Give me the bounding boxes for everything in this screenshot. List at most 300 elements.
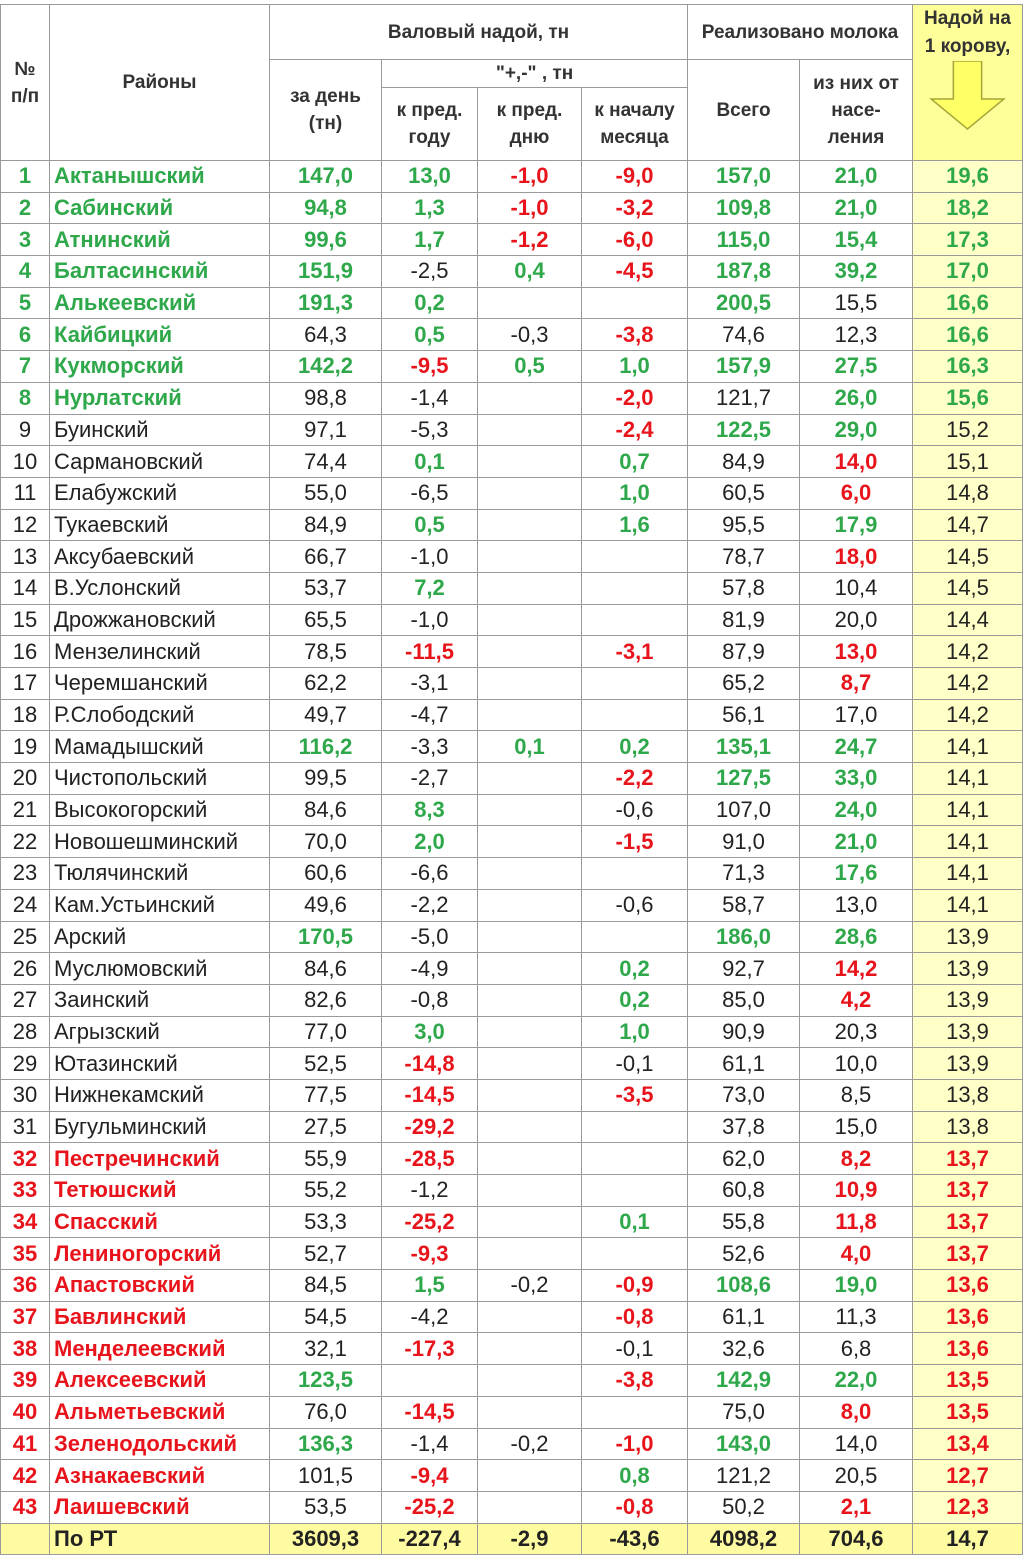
table-row [1, 889, 1023, 921]
sold-total: 87,9 [688, 636, 800, 668]
total-yield-per-cow: 14,7 [913, 1523, 1023, 1555]
district-name: Сабинский [50, 192, 270, 224]
table-row [1, 731, 1023, 763]
prev-year-change: -9,3 [382, 1238, 478, 1270]
prev-day-change [478, 1460, 582, 1492]
per-day-value: 55,0 [270, 477, 382, 509]
sold-from-population: 28,6 [800, 921, 913, 953]
table-row [1, 1048, 1023, 1080]
prev-day-change [478, 414, 582, 446]
district-name: Зеленодольский [50, 1428, 270, 1460]
sold-from-population: 17,9 [800, 509, 913, 541]
row-number: 37 [1, 1301, 50, 1333]
month-start-change: -0,8 [582, 1301, 688, 1333]
prev-year-change: 1,7 [382, 224, 478, 256]
sold-from-population: 24,0 [800, 794, 913, 826]
table-row [1, 1143, 1023, 1175]
header-gross: Валовый надой, тн [270, 5, 688, 60]
table-row [1, 572, 1023, 604]
month-start-change: -0,8 [582, 1491, 688, 1523]
sold-total: 73,0 [688, 1079, 800, 1111]
prev-day-change [478, 1333, 582, 1365]
month-start-change [582, 604, 688, 636]
prev-day-change: -0,3 [478, 319, 582, 351]
table-row [1, 446, 1023, 478]
month-start-change [582, 1143, 688, 1175]
prev-day-change [478, 1238, 582, 1270]
yield-per-cow: 14,8 [913, 477, 1023, 509]
row-number: 27 [1, 984, 50, 1016]
sold-from-population: 12,3 [800, 319, 913, 351]
row-number: 36 [1, 1270, 50, 1302]
district-name: Тукаевский [50, 509, 270, 541]
sold-total: 142,9 [688, 1365, 800, 1397]
per-day-value: 84,6 [270, 794, 382, 826]
yield-per-cow: 14,1 [913, 889, 1023, 921]
row-number: 38 [1, 1333, 50, 1365]
header-month-start: к началу месяца [582, 88, 688, 161]
sold-total: 55,8 [688, 1206, 800, 1238]
sold-total: 127,5 [688, 763, 800, 795]
yield-per-cow: 13,6 [913, 1301, 1023, 1333]
row-number: 8 [1, 382, 50, 414]
sold-from-population: 13,0 [800, 889, 913, 921]
table-row [1, 319, 1023, 351]
prev-day-change: -0,2 [478, 1270, 582, 1302]
district-name: Высокогорский [50, 794, 270, 826]
month-start-change [582, 858, 688, 890]
per-day-value: 64,3 [270, 319, 382, 351]
district-name: Лаишевский [50, 1491, 270, 1523]
prev-year-change: 3,0 [382, 1016, 478, 1048]
sold-total: 84,9 [688, 446, 800, 478]
sold-total: 75,0 [688, 1396, 800, 1428]
district-name: Тетюшский [50, 1175, 270, 1207]
sold-total: 61,1 [688, 1301, 800, 1333]
sold-total: 61,1 [688, 1048, 800, 1080]
prev-year-change: -14,5 [382, 1079, 478, 1111]
down-arrow-icon [917, 61, 1018, 131]
yield-per-cow: 13,7 [913, 1143, 1023, 1175]
prev-day-change: 0,5 [478, 351, 582, 383]
prev-year-change: -17,3 [382, 1333, 478, 1365]
header-plusminus: "+,-" , тн [382, 60, 688, 88]
row-number: 41 [1, 1428, 50, 1460]
table-row [1, 1460, 1023, 1492]
per-day-value: 84,5 [270, 1270, 382, 1302]
prev-day-change: 0,1 [478, 731, 582, 763]
yield-per-cow: 14,2 [913, 668, 1023, 700]
prev-year-change: -4,7 [382, 699, 478, 731]
yield-per-cow: 12,7 [913, 1460, 1023, 1492]
table-row [1, 509, 1023, 541]
prev-day-change [478, 699, 582, 731]
month-start-change [582, 1396, 688, 1428]
yield-per-cow: 12,3 [913, 1491, 1023, 1523]
month-start-change: -3,8 [582, 319, 688, 351]
month-start-change: -1,0 [582, 1428, 688, 1460]
table-row [1, 224, 1023, 256]
prev-year-change: -1,0 [382, 604, 478, 636]
prev-day-change [478, 509, 582, 541]
total-month-start: -43,6 [582, 1523, 688, 1555]
district-name: Кайбицкий [50, 319, 270, 351]
table-row [1, 604, 1023, 636]
per-day-value: 78,5 [270, 636, 382, 668]
district-name: Алексеевский [50, 1365, 270, 1397]
yield-per-cow: 19,6 [913, 161, 1023, 193]
prev-year-change: 0,1 [382, 446, 478, 478]
prev-day-change [478, 1048, 582, 1080]
sold-from-population: 21,0 [800, 826, 913, 858]
total-from-population: 704,6 [800, 1523, 913, 1555]
prev-year-change: -29,2 [382, 1111, 478, 1143]
row-number: 16 [1, 636, 50, 668]
sold-total: 32,6 [688, 1333, 800, 1365]
yield-per-cow: 14,2 [913, 636, 1023, 668]
row-number: 30 [1, 1079, 50, 1111]
yield-per-cow: 13,9 [913, 1048, 1023, 1080]
row-number: 10 [1, 446, 50, 478]
table-row [1, 1396, 1023, 1428]
per-day-value: 76,0 [270, 1396, 382, 1428]
yield-per-cow: 13,6 [913, 1333, 1023, 1365]
month-start-change: 0,2 [582, 984, 688, 1016]
table-row [1, 382, 1023, 414]
table-header [1, 5, 1023, 161]
row-number: 13 [1, 541, 50, 573]
total-blank [1, 1523, 50, 1555]
header-yield [913, 5, 1023, 161]
table-row [1, 161, 1023, 193]
table-row [1, 1238, 1023, 1270]
header-sold: Реализовано молока [688, 5, 913, 60]
district-name: Менделеевский [50, 1333, 270, 1365]
district-name: Агрызский [50, 1016, 270, 1048]
header-from-population: из них от насе-ления [800, 60, 913, 161]
prev-year-change: -2,5 [382, 256, 478, 288]
district-name: Черемшанский [50, 668, 270, 700]
sold-from-population: 14,0 [800, 1428, 913, 1460]
row-number: 23 [1, 858, 50, 890]
month-start-change: 1,0 [582, 351, 688, 383]
per-day-value: 53,3 [270, 1206, 382, 1238]
table-row [1, 1111, 1023, 1143]
per-day-value: 53,7 [270, 572, 382, 604]
month-start-change: 0,8 [582, 1460, 688, 1492]
prev-year-change: 7,2 [382, 572, 478, 604]
row-number: 20 [1, 763, 50, 795]
sold-from-population: 6,8 [800, 1333, 913, 1365]
sold-from-population: 20,3 [800, 1016, 913, 1048]
district-name: Арский [50, 921, 270, 953]
prev-year-change: -2,7 [382, 763, 478, 795]
district-name: Сармановский [50, 446, 270, 478]
per-day-value: 142,2 [270, 351, 382, 383]
prev-day-change [478, 477, 582, 509]
yield-per-cow: 14,7 [913, 509, 1023, 541]
prev-day-change [478, 1111, 582, 1143]
per-day-value: 74,4 [270, 446, 382, 478]
row-number: 9 [1, 414, 50, 446]
district-name: Чистопольский [50, 763, 270, 795]
month-start-change [582, 1111, 688, 1143]
per-day-value: 49,6 [270, 889, 382, 921]
prev-day-change [478, 763, 582, 795]
yield-per-cow: 16,6 [913, 319, 1023, 351]
row-number: 11 [1, 477, 50, 509]
sold-total: 108,6 [688, 1270, 800, 1302]
sold-from-population: 20,0 [800, 604, 913, 636]
district-name: Дрожжановский [50, 604, 270, 636]
yield-per-cow: 13,9 [913, 953, 1023, 985]
row-number: 39 [1, 1365, 50, 1397]
row-number: 26 [1, 953, 50, 985]
prev-year-change: -3,1 [382, 668, 478, 700]
total-label: По РТ [50, 1523, 270, 1555]
month-start-change: 0,2 [582, 731, 688, 763]
sold-total: 121,2 [688, 1460, 800, 1492]
month-start-change [582, 668, 688, 700]
row-number: 14 [1, 572, 50, 604]
prev-day-change [478, 1016, 582, 1048]
prev-year-change: -25,2 [382, 1491, 478, 1523]
prev-day-change: -0,2 [478, 1428, 582, 1460]
sold-from-population: 8,0 [800, 1396, 913, 1428]
month-start-change: -0,6 [582, 889, 688, 921]
per-day-value: 52,7 [270, 1238, 382, 1270]
prev-day-change [478, 541, 582, 573]
per-day-value: 84,9 [270, 509, 382, 541]
prev-day-change [478, 1491, 582, 1523]
prev-day-change [478, 1301, 582, 1333]
prev-year-change [382, 1365, 478, 1397]
yield-per-cow: 13,5 [913, 1396, 1023, 1428]
per-day-value: 49,7 [270, 699, 382, 731]
sold-from-population: 39,2 [800, 256, 913, 288]
prev-year-change: -14,8 [382, 1048, 478, 1080]
per-day-value: 60,6 [270, 858, 382, 890]
prev-day-change [478, 889, 582, 921]
district-name: Нижнекамский [50, 1079, 270, 1111]
month-start-change [582, 699, 688, 731]
district-name: В.Услонский [50, 572, 270, 604]
sold-from-population: 6,0 [800, 477, 913, 509]
row-number: 5 [1, 287, 50, 319]
per-day-value: 116,2 [270, 731, 382, 763]
prev-year-change: -2,2 [382, 889, 478, 921]
table-row [1, 1333, 1023, 1365]
sold-from-population: 20,5 [800, 1460, 913, 1492]
table-row [1, 192, 1023, 224]
sold-total: 157,9 [688, 351, 800, 383]
month-start-change: -9,0 [582, 161, 688, 193]
row-number: 21 [1, 794, 50, 826]
prev-year-change: -1,4 [382, 1428, 478, 1460]
table-row [1, 1175, 1023, 1207]
prev-day-change [478, 572, 582, 604]
month-start-change [582, 541, 688, 573]
prev-day-change [478, 1365, 582, 1397]
per-day-value: 52,5 [270, 1048, 382, 1080]
sold-from-population: 10,9 [800, 1175, 913, 1207]
yield-per-cow: 15,1 [913, 446, 1023, 478]
row-number: 12 [1, 509, 50, 541]
row-number: 33 [1, 1175, 50, 1207]
sold-from-population: 29,0 [800, 414, 913, 446]
row-number: 19 [1, 731, 50, 763]
prev-year-change: -5,3 [382, 414, 478, 446]
prev-year-change: -9,4 [382, 1460, 478, 1492]
row-number: 31 [1, 1111, 50, 1143]
prev-year-change: -5,0 [382, 921, 478, 953]
sold-from-population: 15,4 [800, 224, 913, 256]
sold-total: 60,8 [688, 1175, 800, 1207]
district-name: Апастовский [50, 1270, 270, 1302]
sold-total: 91,0 [688, 826, 800, 858]
per-day-value: 191,3 [270, 287, 382, 319]
sold-total: 57,8 [688, 572, 800, 604]
sold-from-population: 27,5 [800, 351, 913, 383]
sold-total: 50,2 [688, 1491, 800, 1523]
row-number: 35 [1, 1238, 50, 1270]
district-name: Атнинский [50, 224, 270, 256]
sold-from-population: 24,7 [800, 731, 913, 763]
yield-per-cow: 18,2 [913, 192, 1023, 224]
table-row [1, 541, 1023, 573]
prev-day-change [478, 604, 582, 636]
district-name: Бугульминский [50, 1111, 270, 1143]
sold-total: 92,7 [688, 953, 800, 985]
month-start-change: -0,9 [582, 1270, 688, 1302]
table-row [1, 794, 1023, 826]
yield-per-cow: 16,6 [913, 287, 1023, 319]
prev-year-change: 0,2 [382, 287, 478, 319]
month-start-change: 1,6 [582, 509, 688, 541]
yield-per-cow: 15,2 [913, 414, 1023, 446]
yield-per-cow: 17,3 [913, 224, 1023, 256]
prev-year-change: -28,5 [382, 1143, 478, 1175]
sold-total: 135,1 [688, 731, 800, 763]
yield-per-cow: 13,6 [913, 1270, 1023, 1302]
total-prev-year: -227,4 [382, 1523, 478, 1555]
prev-year-change: 13,0 [382, 161, 478, 193]
table-row [1, 1270, 1023, 1302]
month-start-change: -1,5 [582, 826, 688, 858]
table-row [1, 1301, 1023, 1333]
sold-total: 90,9 [688, 1016, 800, 1048]
prev-year-change: 0,5 [382, 509, 478, 541]
sold-from-population: 21,0 [800, 192, 913, 224]
prev-year-change: -9,5 [382, 351, 478, 383]
sold-from-population: 15,0 [800, 1111, 913, 1143]
table-row [1, 699, 1023, 731]
row-number: 24 [1, 889, 50, 921]
per-day-value: 55,2 [270, 1175, 382, 1207]
table-row [1, 477, 1023, 509]
sold-from-population: 4,2 [800, 984, 913, 1016]
sold-total: 71,3 [688, 858, 800, 890]
yield-per-cow: 14,2 [913, 699, 1023, 731]
month-start-change: -2,2 [582, 763, 688, 795]
sold-total: 200,5 [688, 287, 800, 319]
prev-year-change: 2,0 [382, 826, 478, 858]
sold-total: 74,6 [688, 319, 800, 351]
per-day-value: 55,9 [270, 1143, 382, 1175]
total-prev-day: -2,9 [478, 1523, 582, 1555]
sold-total: 109,8 [688, 192, 800, 224]
prev-day-change [478, 858, 582, 890]
prev-day-change [478, 921, 582, 953]
row-number: 18 [1, 699, 50, 731]
table-row [1, 256, 1023, 288]
prev-day-change [478, 953, 582, 985]
sold-from-population: 14,0 [800, 446, 913, 478]
sold-from-population: 11,8 [800, 1206, 913, 1238]
yield-per-cow: 14,4 [913, 604, 1023, 636]
row-number: 29 [1, 1048, 50, 1080]
sold-total: 52,6 [688, 1238, 800, 1270]
month-start-change: 0,2 [582, 953, 688, 985]
district-name: Тюлячинский [50, 858, 270, 890]
sold-total: 143,0 [688, 1428, 800, 1460]
district-name: Мензелинский [50, 636, 270, 668]
per-day-value: 82,6 [270, 984, 382, 1016]
district-name: Ютазинский [50, 1048, 270, 1080]
month-start-change: -3,5 [582, 1079, 688, 1111]
prev-year-change: -4,2 [382, 1301, 478, 1333]
per-day-value: 136,3 [270, 1428, 382, 1460]
table-row [1, 1428, 1023, 1460]
prev-day-change [478, 1079, 582, 1111]
per-day-value: 123,5 [270, 1365, 382, 1397]
prev-day-change [478, 1396, 582, 1428]
district-name: Лениногорский [50, 1238, 270, 1270]
prev-day-change [478, 287, 582, 319]
month-start-change [582, 921, 688, 953]
sold-from-population: 21,0 [800, 161, 913, 193]
table-row [1, 287, 1023, 319]
total-per-day: 3609,3 [270, 1523, 382, 1555]
table-row [1, 984, 1023, 1016]
row-number: 6 [1, 319, 50, 351]
sold-total: 186,0 [688, 921, 800, 953]
yield-per-cow: 13,4 [913, 1428, 1023, 1460]
district-name: Актанышский [50, 161, 270, 193]
district-name: Елабужский [50, 477, 270, 509]
per-day-value: 32,1 [270, 1333, 382, 1365]
yield-per-cow: 13,5 [913, 1365, 1023, 1397]
month-start-change: -0,1 [582, 1333, 688, 1365]
milk-yield-table [0, 4, 1023, 1555]
district-name: Нурлатский [50, 382, 270, 414]
header-num: № п/п [1, 5, 50, 161]
yield-per-cow: 14,1 [913, 794, 1023, 826]
sold-from-population: 8,2 [800, 1143, 913, 1175]
month-start-change: -3,8 [582, 1365, 688, 1397]
table-row [1, 636, 1023, 668]
row-number: 4 [1, 256, 50, 288]
sold-total: 107,0 [688, 794, 800, 826]
per-day-value: 147,0 [270, 161, 382, 193]
per-day-value: 97,1 [270, 414, 382, 446]
row-number: 32 [1, 1143, 50, 1175]
sold-total: 60,5 [688, 477, 800, 509]
prev-year-change: -4,9 [382, 953, 478, 985]
district-name: Балтасинский [50, 256, 270, 288]
sold-from-population: 26,0 [800, 382, 913, 414]
row-number: 17 [1, 668, 50, 700]
